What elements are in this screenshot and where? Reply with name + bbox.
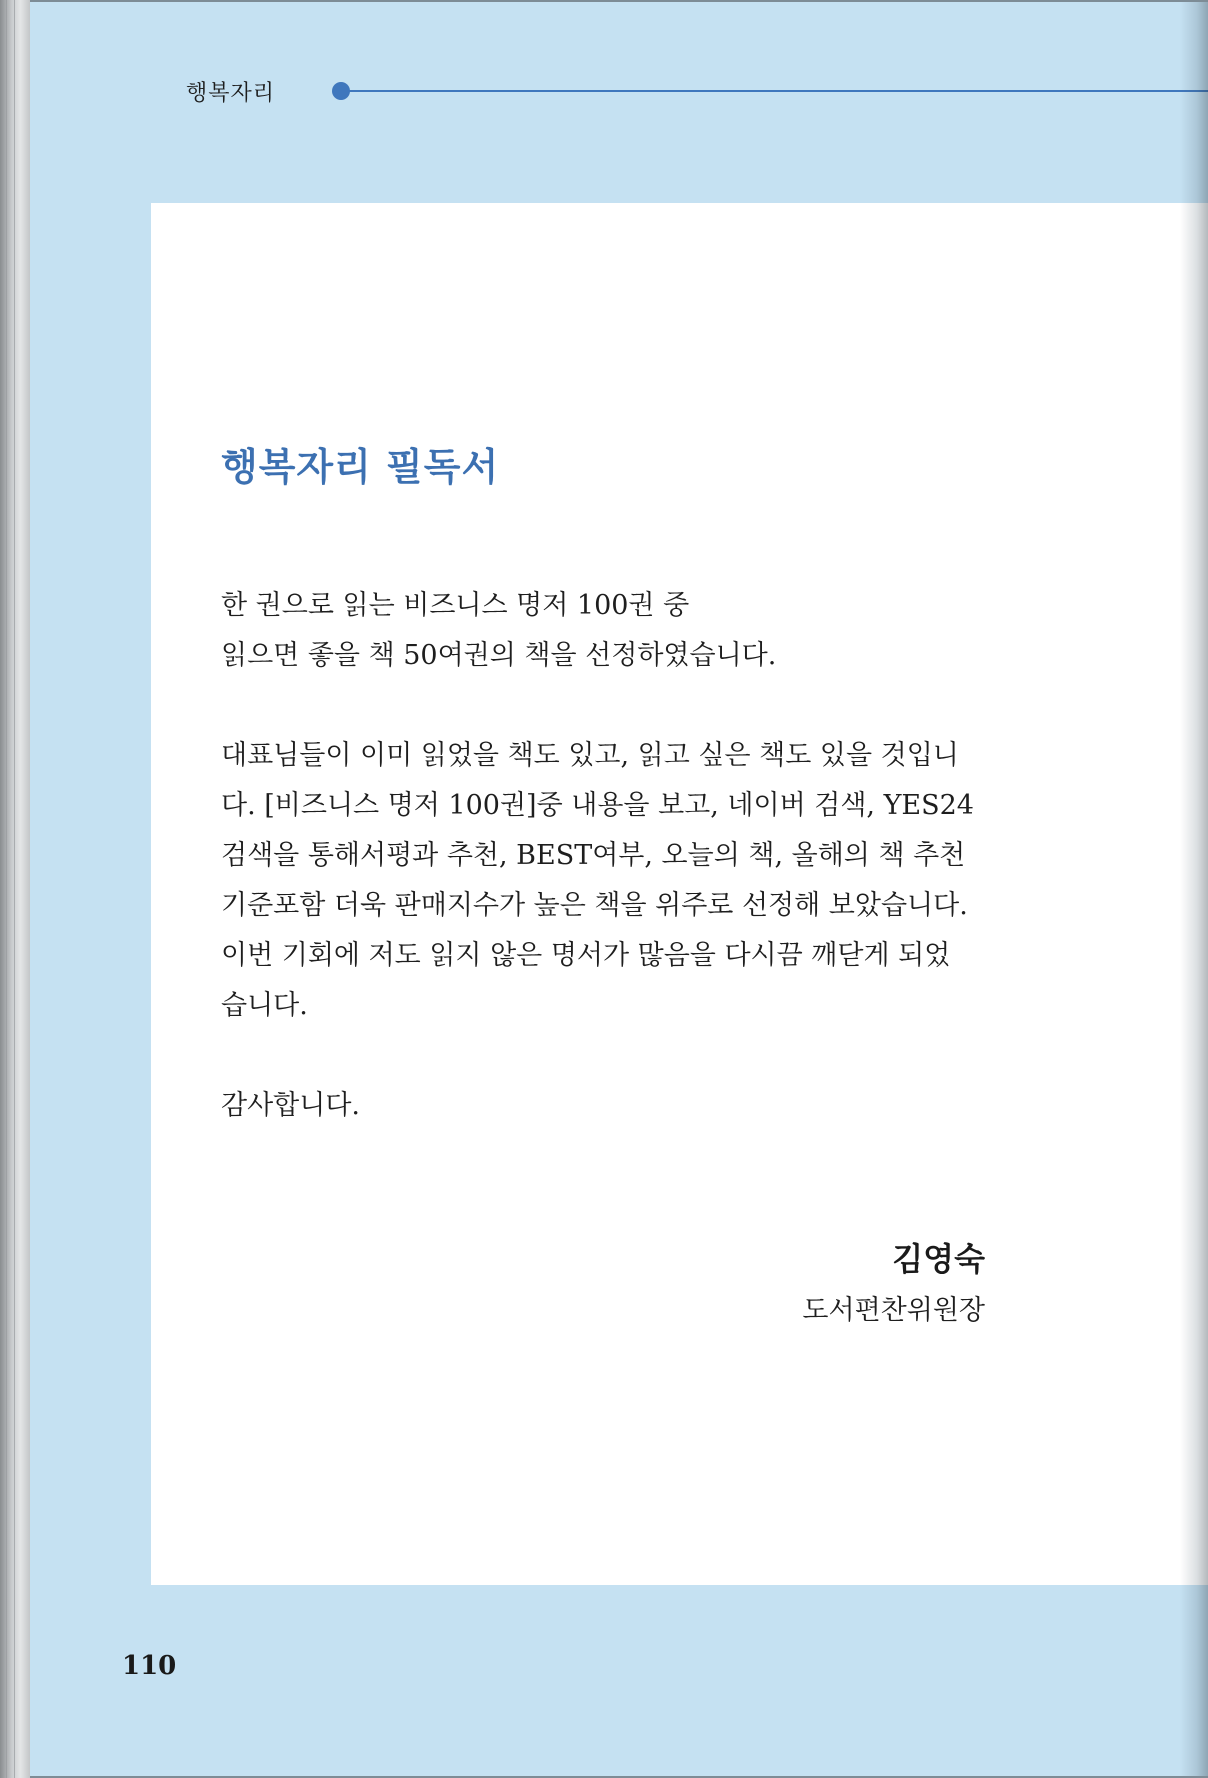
running-head: 행복자리	[186, 81, 276, 106]
text-line: 대표님들이 이미 읽었을 책도 있고, 읽고 싶은 책도 있을 것입니	[221, 740, 959, 771]
paragraph-thanks	[221, 1081, 360, 1131]
text-line: 감사합니다.	[221, 1090, 360, 1121]
header-rule	[348, 90, 1208, 92]
text-line: 기준포함 더욱 판매지수가 높은 책을 위주로 선정해 보았습니다.	[221, 890, 968, 921]
page-number: 110	[122, 1651, 177, 1681]
text-line: 읽으면 좋을 책 50여권의 책을 선정하였습니다.	[221, 640, 777, 671]
text-line: 한 권으로 읽는 비즈니스 명저 100권 중	[221, 590, 690, 621]
paragraph-body	[221, 731, 974, 1031]
text-line: 검색을 통해서평과 추천, BEST여부, 오늘의 책, 올해의 책 추천	[221, 840, 966, 871]
text-line: 습니다.	[221, 990, 308, 1021]
text-line: 다. [비즈니스 명저 100권]중 내용을 보고, 네이버 검색, YES24	[221, 790, 974, 821]
signer-name: 김영숙	[892, 1240, 985, 1278]
text-line: 이번 기회에 저도 읽지 않은 명서가 많음을 다시끔 깨닫게 되었	[221, 940, 951, 971]
gutter-shadow	[1180, 2, 1208, 1776]
signer-title: 도서편찬위원장	[802, 1295, 985, 1326]
paragraph-intro	[221, 581, 776, 681]
page-title: 행복자리 필독서	[221, 445, 500, 489]
